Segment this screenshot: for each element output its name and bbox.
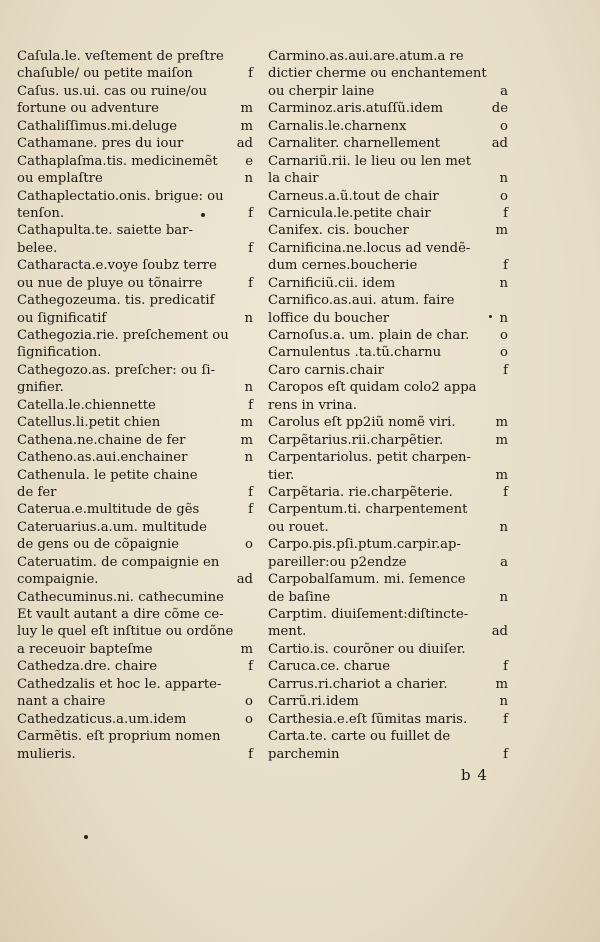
dictionary-line — [268, 170, 508, 187]
gender-mark: o — [245, 694, 253, 710]
entry-text: Carpentariolus. petit charpen- — [268, 450, 471, 466]
entry-text: la chair — [268, 171, 319, 187]
dictionary-line — [268, 65, 508, 82]
gender-mark: f — [503, 362, 508, 378]
dictionary-line — [17, 432, 253, 449]
entry-text: Cathegozia.rie. preſchement ou — [17, 328, 229, 343]
gender-mark: n — [499, 275, 508, 291]
gender-mark: m — [240, 432, 253, 448]
dictionary-line — [17, 658, 253, 675]
entry-text: fortune ou adventure — [17, 101, 159, 117]
dictionary-line — [268, 606, 508, 623]
dictionary-line — [268, 711, 508, 728]
dictionary-line — [17, 554, 253, 571]
entry-text: Carthesia.e.eſt ſũmitas maris. — [268, 711, 468, 727]
dictionary-line — [17, 135, 253, 152]
entry-text: Cathegozeuma. tis. predicatif — [17, 293, 215, 309]
dictionary-line — [268, 467, 508, 484]
gender-mark: a — [500, 83, 508, 99]
entry-text: Carptim. diuiſement:diſtincte- — [268, 607, 469, 622]
dictionary-line — [17, 240, 253, 257]
gender-mark: ad — [491, 624, 508, 640]
ink-speck — [201, 213, 205, 217]
entry-text: Cathegozo.as. preſcher: ou ſi- — [17, 362, 216, 378]
dictionary-line — [268, 641, 508, 658]
entry-text: Carrus.ri.chariot a charier. — [268, 676, 448, 692]
gender-mark: f — [503, 746, 508, 762]
entry-text: pareiller:ou p2endze — [268, 554, 407, 570]
entry-text: chaſuble/ ou petite maiſon — [17, 66, 193, 82]
gender-mark: f — [248, 240, 253, 256]
entry-text: compaignie. — [17, 572, 99, 588]
dictionary-line — [268, 449, 508, 466]
gender-mark: f — [248, 275, 253, 291]
entry-text: rens in vrina. — [268, 397, 357, 413]
gender-mark: n — [499, 589, 508, 605]
entry-text: gnifier. — [17, 380, 64, 396]
gender-mark: m — [495, 432, 508, 448]
dictionary-line — [268, 693, 508, 710]
dictionary-line — [17, 519, 253, 536]
dictionary-line — [268, 118, 508, 135]
entry-text: Cathenula. le petite chaine — [17, 467, 198, 483]
dictionary-line — [17, 379, 253, 396]
entry-text: Carminoz.aris.atuſſũ.idem — [268, 101, 443, 117]
entry-text: tenſon. — [17, 205, 65, 221]
gender-mark: m — [240, 118, 253, 134]
dictionary-line — [268, 240, 508, 257]
gender-mark: m — [240, 641, 253, 657]
entry-text: Cateruarius.a.um. multitude — [17, 519, 207, 535]
dictionary-line — [268, 589, 508, 606]
gender-mark: f — [503, 205, 508, 221]
gender-mark: f — [503, 711, 508, 727]
dictionary-line — [268, 188, 508, 205]
entry-text: Caſus. us.ui. cas ou ruine/ou — [17, 83, 208, 99]
gender-mark: e — [245, 153, 253, 169]
left-column — [17, 48, 253, 763]
entry-text: de baſine — [268, 589, 331, 605]
entry-text: de fer — [17, 484, 57, 500]
dictionary-line — [17, 693, 253, 710]
entry-text: Catellus.li.petit chien — [17, 415, 161, 431]
gender-mark: o — [245, 711, 253, 727]
entry-text: Carmino.as.aui.are.atum.a re — [268, 49, 464, 64]
entry-text: Carrũ.ri.idem — [268, 694, 359, 710]
dictionary-line — [268, 327, 508, 344]
dictionary-line — [268, 746, 508, 763]
dictionary-line — [268, 554, 508, 571]
dictionary-line — [17, 153, 253, 170]
dictionary-line — [17, 676, 253, 693]
entry-text: de gens ou de cõpaignie — [17, 537, 180, 553]
entry-text: Carpo.pis.pſi.ptum.carpir.ap- — [268, 537, 461, 553]
dictionary-line — [17, 501, 253, 518]
entry-text: Caſula.le. veſtement de preſtre — [17, 49, 224, 64]
gender-mark: f — [248, 484, 253, 500]
entry-text: Et vault autant a dire cõme ce- — [17, 607, 224, 622]
dictionary-line — [17, 100, 253, 117]
entry-text: Carolus eſt pp2iũ nomẽ viri. — [268, 415, 456, 431]
entry-text: Carpentum.ti. charpentement — [268, 502, 468, 518]
gender-mark: n — [499, 171, 508, 187]
dictionary-line — [17, 571, 253, 588]
entry-text: Canifex. cis. boucher — [268, 223, 409, 239]
entry-text: parchemin — [268, 746, 340, 762]
dictionary-line — [268, 135, 508, 152]
entry-text: mulieris. — [17, 746, 76, 762]
gender-mark: ad — [236, 572, 253, 588]
gender-mark: f — [503, 659, 508, 675]
gender-mark: f — [503, 258, 508, 274]
dictionary-line — [17, 362, 253, 379]
entry-text: Carnulentus .ta.tũ.charnu — [268, 345, 442, 361]
entry-text: Carnalis.le.charnenx — [268, 118, 407, 134]
entry-text: Carnicula.le.petite chair — [268, 205, 431, 221]
dictionary-line — [268, 658, 508, 675]
entry-text: ou rouet. — [268, 519, 329, 535]
dictionary-line — [268, 292, 508, 309]
entry-text: Caterua.e.multitude de gẽs — [17, 502, 200, 518]
dictionary-line — [17, 292, 253, 309]
gender-mark: a — [500, 554, 508, 570]
gender-mark: f — [248, 397, 253, 413]
entry-text: ment. — [268, 624, 307, 640]
gender-mark: m — [495, 223, 508, 239]
entry-text: Carneus.a.ũ.tout de chair — [268, 188, 439, 204]
dictionary-line — [268, 484, 508, 501]
dictionary-line — [268, 728, 508, 745]
entry-text: ou ſignificatif — [17, 310, 107, 326]
ink-speck — [84, 835, 88, 839]
gender-mark: m — [495, 467, 508, 483]
gender-mark: n — [244, 450, 253, 466]
gender-mark: o — [245, 537, 253, 553]
entry-text: Carpobalſamum. mi. ſemence — [268, 572, 466, 588]
entry-text: Carnariũ.rii. le lieu ou len met — [268, 153, 472, 169]
dictionary-line — [17, 467, 253, 484]
dictionary-line — [268, 397, 508, 414]
entry-text: ou emplaſtre — [17, 171, 103, 187]
dictionary-line — [17, 606, 253, 623]
gender-mark: m — [495, 676, 508, 692]
dictionary-line — [268, 257, 508, 274]
entry-text: Caro carnis.chair — [268, 362, 384, 378]
gender-mark: o — [500, 188, 508, 204]
dictionary-line — [17, 484, 253, 501]
entry-text: Catella.le.chiennette — [17, 397, 156, 413]
entry-text: Carnoſus.a. um. plain de char. — [268, 328, 470, 343]
dictionary-line — [268, 83, 508, 100]
dictionary-line — [268, 205, 508, 222]
entry-text: Catheno.as.aui.enchainer — [17, 450, 188, 466]
entry-text: Cathaplaſma.tis. medicinemẽt — [17, 153, 218, 169]
gender-mark: f — [248, 746, 253, 762]
dictionary-line — [268, 222, 508, 239]
dictionary-line — [17, 641, 253, 658]
dictionary-line — [17, 65, 253, 82]
dictionary-line — [17, 257, 253, 274]
entry-text: Carnificiũ.cii. idem — [268, 275, 396, 291]
gender-mark: f — [248, 66, 253, 82]
dictionary-line — [17, 205, 253, 222]
dictionary-line — [268, 623, 508, 640]
gender-mark: n — [244, 310, 253, 326]
dictionary-line — [268, 414, 508, 431]
entry-text: Cateruatim. de compaignie en — [17, 554, 220, 570]
entry-text: Carta.te. carte ou fuillet de — [268, 729, 451, 745]
entry-text: Carpẽtaria. rie.charpẽterie. — [268, 484, 453, 500]
dictionary-line — [268, 153, 508, 170]
dictionary-line — [17, 170, 253, 187]
entry-text: ou nue de pluye ou tõnairre — [17, 275, 203, 291]
dictionary-line — [268, 676, 508, 693]
entry-text: Caropos eſt quidam colo2 appa — [268, 380, 477, 396]
entry-text: loffice du boucher — [268, 310, 390, 326]
entry-text: belee. — [17, 240, 58, 256]
ink-speck — [489, 315, 492, 318]
dictionary-line — [17, 414, 253, 431]
entry-text: tier. — [268, 467, 295, 483]
gender-mark: o — [500, 328, 508, 343]
dictionary-line — [17, 83, 253, 100]
dictionary-line — [268, 48, 508, 65]
gender-mark: f — [248, 502, 253, 518]
entry-text: Cathaplectatio.onis. brigue: ou — [17, 188, 224, 204]
dictionary-line — [17, 728, 253, 745]
dictionary-line — [268, 379, 508, 396]
gender-mark: f — [248, 659, 253, 675]
gender-mark: n — [244, 171, 253, 187]
dictionary-line — [17, 48, 253, 65]
entry-text: Cathecuminus.ni. cathecumine — [17, 589, 224, 605]
dictionary-line — [268, 536, 508, 553]
dictionary-line — [268, 344, 508, 361]
entry-text: Carnaliter. charnellement — [268, 136, 441, 152]
gender-mark: m — [495, 415, 508, 431]
entry-text: Cartio.is. courõner ou diuiſer. — [268, 641, 466, 657]
dictionary-line — [17, 222, 253, 239]
dictionary-line — [17, 746, 253, 763]
gender-mark: n — [499, 694, 508, 710]
gender-mark: m — [240, 101, 253, 117]
entry-text: Cathedzalis et hoc le. apparte- — [17, 676, 222, 692]
dictionary-line — [17, 711, 253, 728]
dictionary-line — [268, 571, 508, 588]
entry-text: Cathedza.dre. chaire — [17, 659, 157, 675]
dictionary-line — [17, 327, 253, 344]
gender-mark: ad — [491, 136, 508, 152]
dictionary-line — [268, 275, 508, 292]
gender-mark: m — [240, 415, 253, 431]
entry-text: Carmẽtis. eſt proprium nomen — [17, 729, 221, 745]
entry-text: Catharacta.e.voye ſoubz terre — [17, 258, 217, 274]
dictionary-line — [17, 344, 253, 361]
gender-mark: de — [491, 101, 508, 117]
entry-text: Carnificina.ne.locus ad vendẽ- — [268, 240, 471, 256]
dictionary-line — [17, 397, 253, 414]
entry-text: a receuoir bapteſme — [17, 641, 153, 657]
entry-text: ou cherpir laine — [268, 83, 375, 99]
dictionary-line — [17, 449, 253, 466]
dictionary-line — [268, 362, 508, 379]
dictionary-line — [268, 432, 508, 449]
dictionary-line — [17, 118, 253, 135]
dictionary-line — [17, 310, 253, 327]
entry-text: Cathapulta.te. saiette bar- — [17, 223, 193, 239]
entry-text: Cathamane. pres du iour — [17, 136, 184, 152]
entry-text: luy le quel eſt inſtitue ou ordõne — [17, 624, 234, 640]
gender-mark: n — [499, 310, 508, 326]
entry-text: ſignification. — [17, 345, 102, 361]
entry-text: nant a chaire — [17, 694, 106, 710]
gender-mark: n — [244, 380, 253, 396]
right-column — [268, 48, 508, 763]
dictionary-line — [17, 275, 253, 292]
dictionary-line — [17, 536, 253, 553]
entry-text: dum cernes.boucherie — [268, 258, 418, 274]
entry-text: Cathaliſſimus.mi.deluge — [17, 118, 178, 134]
dictionary-line — [268, 519, 508, 536]
entry-text: Cathedzaticus.a.um.idem — [17, 711, 187, 727]
dictionary-line — [268, 310, 508, 327]
dictionary-line — [17, 623, 253, 640]
entry-text: Caruca.ce. charue — [268, 659, 391, 675]
entry-text: Cathena.ne.chaine de fer — [17, 432, 186, 448]
gender-mark: o — [500, 118, 508, 134]
gender-mark: f — [248, 205, 253, 221]
gender-mark: n — [499, 519, 508, 535]
dictionary-line — [268, 501, 508, 518]
entry-text: dictier cherme ou enchantement — [268, 66, 487, 82]
entry-text: Carpẽtarius.rii.charpẽtier. — [268, 432, 444, 448]
entry-text: Carnifico.as.aui. atum. faire — [268, 293, 455, 309]
dictionary-line — [268, 100, 508, 117]
gender-mark: f — [503, 484, 508, 500]
signature-mark: b 4 — [461, 766, 488, 784]
gender-mark: ad — [236, 136, 253, 152]
dictionary-line — [17, 188, 253, 205]
gender-mark: o — [500, 345, 508, 361]
dictionary-line — [17, 589, 253, 606]
